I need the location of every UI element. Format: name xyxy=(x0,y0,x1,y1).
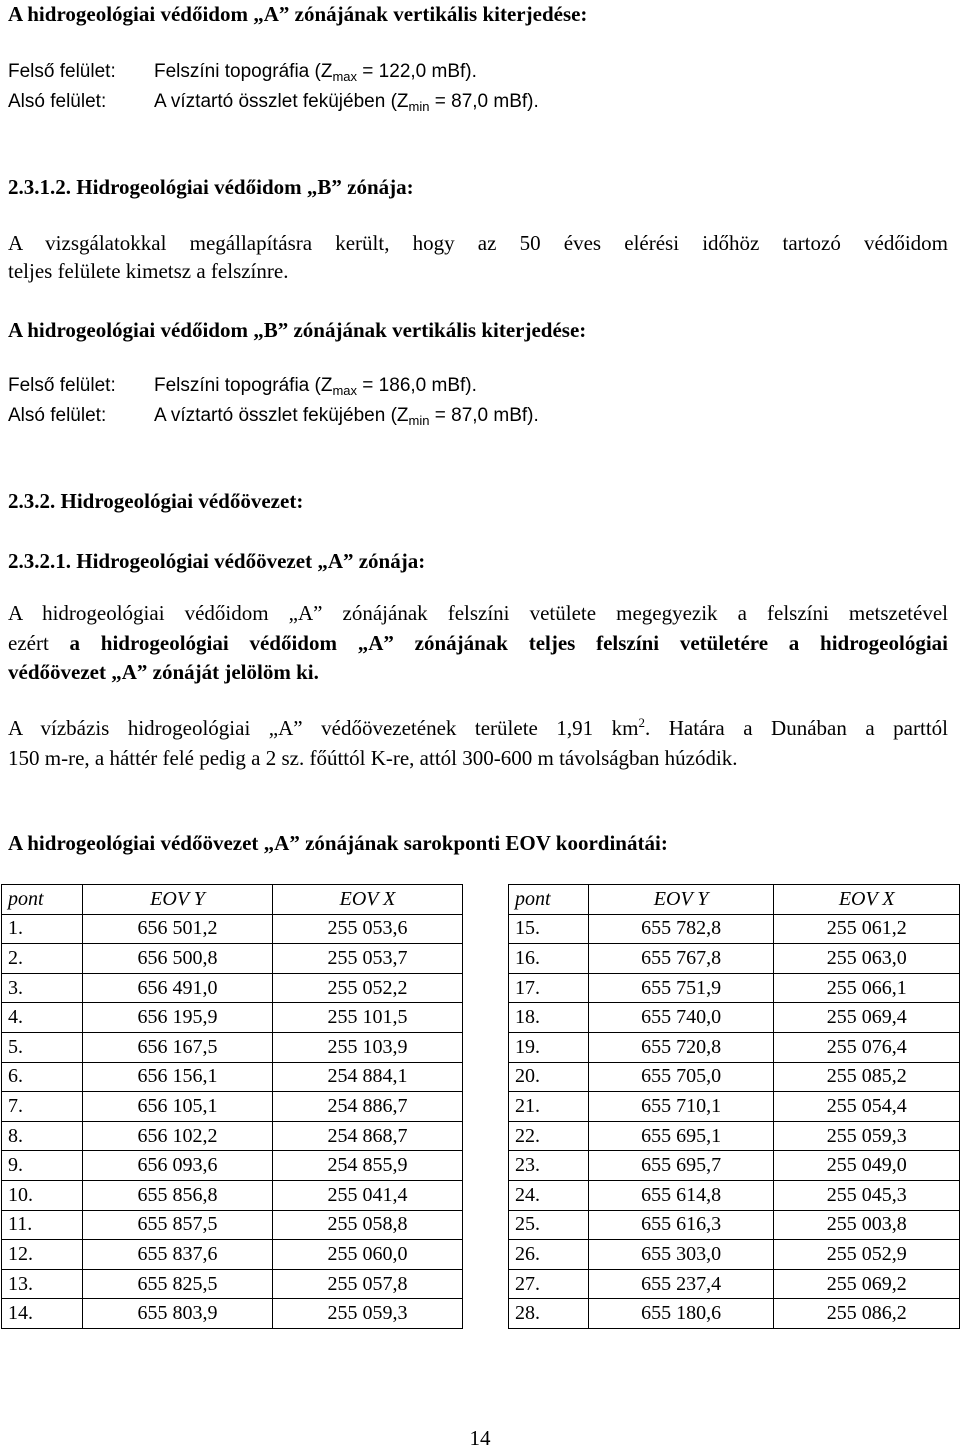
cell-pont: 9. xyxy=(2,1151,83,1181)
table-row xyxy=(2,1240,463,1270)
upper-surface-value: = 186,0 mBf). xyxy=(357,375,477,396)
cell-pont: 18. xyxy=(509,1003,589,1033)
table-row xyxy=(509,1003,960,1033)
cell-eov-y: 655 825,5 xyxy=(83,1269,273,1299)
cell-pont: 8. xyxy=(2,1121,83,1151)
table-row xyxy=(509,1032,960,1062)
zone-b-upper-surface xyxy=(8,374,477,398)
table-row xyxy=(2,973,463,1003)
cell-pont: 27. xyxy=(509,1269,589,1299)
header-eov-y: EOV Y xyxy=(83,885,273,915)
cell-eov-x: 255 059,3 xyxy=(273,1299,463,1329)
upper-surface-value: = 122,0 mBf). xyxy=(357,61,477,82)
lower-surface-value: = 87,0 mBf). xyxy=(429,91,539,112)
cell-eov-x: 255 054,4 xyxy=(774,1092,960,1122)
table-row xyxy=(509,944,960,974)
cell-eov-y: 656 195,9 xyxy=(83,1003,273,1033)
lower-surface-text: A víztartó összlet feküjében (Z xyxy=(154,405,409,426)
cell-pont: 17. xyxy=(509,973,589,1003)
table-header-row xyxy=(2,885,463,915)
km-squared-superscript: 2 xyxy=(638,715,645,730)
coords-heading: A hidrogeológiai védőövezet „A” zónájának sarokponti EOV koordinátái: xyxy=(8,831,668,855)
cell-eov-y: 655 803,9 xyxy=(83,1299,273,1329)
cell-eov-x: 255 061,2 xyxy=(774,914,960,944)
cell-eov-x: 255 052,9 xyxy=(774,1240,960,1270)
cell-eov-y: 655 857,5 xyxy=(83,1210,273,1240)
section-heading-232: 2.3.2. Hidrogeológiai védőövezet: xyxy=(8,489,304,513)
cell-pont: 16. xyxy=(509,944,589,974)
table-row xyxy=(509,1269,960,1299)
upper-surface-text: Felszíni topográfia (Z xyxy=(154,61,333,82)
cell-eov-y: 655 710,1 xyxy=(588,1092,774,1122)
cell-pont: 26. xyxy=(509,1240,589,1270)
cell-eov-x: 255 057,8 xyxy=(273,1269,463,1299)
cell-eov-y: 655 751,9 xyxy=(588,973,774,1003)
coords-table-right xyxy=(508,884,960,1329)
cell-eov-x: 255 059,3 xyxy=(774,1121,960,1151)
coords-table-left xyxy=(1,884,463,1329)
para2-line-1-post: . Határa a Dunában a parttól xyxy=(644,716,948,740)
cell-pont: 15. xyxy=(509,914,589,944)
zone-a-vertical-heading: A hidrogeológiai védőidom „A” zónájának vertikális kiterjedése: xyxy=(8,2,588,26)
table-row xyxy=(509,1299,960,1329)
section-heading-2312 xyxy=(8,175,414,199)
cell-eov-x: 254 868,7 xyxy=(273,1121,463,1151)
cell-pont: 6. xyxy=(2,1062,83,1092)
table-row xyxy=(2,1299,463,1329)
para2-line-2: 150 m-re, a háttér felé pedig a 2 sz. főúttól K-re, attól 300-600 m távolságban húzódik. xyxy=(8,746,738,770)
cell-eov-y: 656 105,1 xyxy=(83,1092,273,1122)
cell-pont: 22. xyxy=(509,1121,589,1151)
header-pont: pont xyxy=(2,885,83,915)
cell-eov-x: 255 052,2 xyxy=(273,973,463,1003)
cell-pont: 20. xyxy=(509,1062,589,1092)
para2-line-1 xyxy=(8,716,948,740)
table-row xyxy=(2,1210,463,1240)
cell-eov-x: 255 069,2 xyxy=(774,1269,960,1299)
header-eov-x: EOV X xyxy=(774,885,960,915)
table-row xyxy=(509,914,960,944)
header-eov-x: EOV X xyxy=(273,885,463,915)
zone-b-vertical-heading: A hidrogeológiai védőidom „B” zónájának vertikális kiterjedése: xyxy=(8,318,587,342)
section-number: 2.3.1.2. xyxy=(8,175,71,199)
cell-eov-x: 255 086,2 xyxy=(774,1299,960,1329)
cell-eov-y: 656 500,8 xyxy=(83,944,273,974)
z-max-subscript: max xyxy=(332,383,358,398)
table-row xyxy=(509,973,960,1003)
cell-eov-y: 655 720,8 xyxy=(588,1032,774,1062)
zone-b-paragraph-line-1: A vizsgálatokkal megállapításra került, hogy az 50 éves elérési időhöz tartozó védőidom xyxy=(8,231,948,255)
cell-eov-x: 255 069,4 xyxy=(774,1003,960,1033)
cell-eov-y: 655 695,1 xyxy=(588,1121,774,1151)
cell-eov-x: 255 049,0 xyxy=(774,1151,960,1181)
cell-eov-x: 255 103,9 xyxy=(273,1032,463,1062)
z-max-subscript: max xyxy=(332,69,358,84)
table-row xyxy=(509,1062,960,1092)
table-row xyxy=(509,1121,960,1151)
cell-eov-x: 255 058,8 xyxy=(273,1210,463,1240)
page-number: 14 xyxy=(469,1426,491,1450)
z-min-subscript: min xyxy=(408,413,430,428)
cell-eov-x: 255 053,6 xyxy=(273,914,463,944)
table-header-row xyxy=(509,885,960,915)
upper-surface-text: Felszíni topográfia (Z xyxy=(154,375,333,396)
cell-pont: 5. xyxy=(2,1032,83,1062)
zone-a-lower-surface xyxy=(8,90,539,114)
cell-eov-y: 655 303,0 xyxy=(588,1240,774,1270)
table-row xyxy=(509,1210,960,1240)
cell-eov-y: 655 695,7 xyxy=(588,1151,774,1181)
cell-pont: 14. xyxy=(2,1299,83,1329)
upper-surface-label: Felső felület: xyxy=(8,61,116,82)
cell-eov-x: 255 076,4 xyxy=(774,1032,960,1062)
cell-eov-x: 255 085,2 xyxy=(774,1062,960,1092)
cell-eov-x: 254 884,1 xyxy=(273,1062,463,1092)
table-row xyxy=(2,1180,463,1210)
zone-b-lower-surface xyxy=(8,404,539,428)
cell-eov-y: 655 837,6 xyxy=(83,1240,273,1270)
para1-line-3: védőövezet „A” zónáját jelölöm ki. xyxy=(8,660,319,684)
cell-eov-x: 254 855,9 xyxy=(273,1151,463,1181)
table-row xyxy=(2,1151,463,1181)
para1-line-2-normal: ezért xyxy=(8,631,70,655)
cell-pont: 24. xyxy=(509,1180,589,1210)
cell-eov-x: 254 886,7 xyxy=(273,1092,463,1122)
cell-pont: 28. xyxy=(509,1299,589,1329)
cell-pont: 13. xyxy=(2,1269,83,1299)
cell-eov-x: 255 045,3 xyxy=(774,1180,960,1210)
cell-pont: 7. xyxy=(2,1092,83,1122)
table-row xyxy=(2,914,463,944)
lower-surface-label: Alsó felület: xyxy=(8,405,107,426)
cell-pont: 12. xyxy=(2,1240,83,1270)
cell-eov-y: 655 782,8 xyxy=(588,914,774,944)
lower-surface-value: = 87,0 mBf). xyxy=(429,405,539,426)
lower-surface-label: Alsó felület: xyxy=(8,91,107,112)
cell-eov-y: 655 856,8 xyxy=(83,1180,273,1210)
cell-eov-x: 255 053,7 xyxy=(273,944,463,974)
cell-pont: 2. xyxy=(2,944,83,974)
cell-eov-y: 656 167,5 xyxy=(83,1032,273,1062)
cell-eov-x: 255 060,0 xyxy=(273,1240,463,1270)
table-row xyxy=(2,944,463,974)
cell-eov-y: 655 705,0 xyxy=(588,1062,774,1092)
para1-line-1: A hidrogeológiai védőidom „A” zónájának felszíni vetülete megegyezik a felszíni metszetével xyxy=(8,601,948,625)
cell-eov-y: 655 180,6 xyxy=(588,1299,774,1329)
header-pont: pont xyxy=(509,885,589,915)
cell-eov-y: 656 491,0 xyxy=(83,973,273,1003)
table-row xyxy=(509,1092,960,1122)
cell-eov-x: 255 066,1 xyxy=(774,973,960,1003)
cell-pont: 23. xyxy=(509,1151,589,1181)
table-row xyxy=(2,1092,463,1122)
header-eov-y: EOV Y xyxy=(588,885,774,915)
cell-eov-y: 655 767,8 xyxy=(588,944,774,974)
table-row xyxy=(509,1151,960,1181)
zone-a-upper-surface xyxy=(8,60,477,84)
table-row xyxy=(2,1032,463,1062)
cell-pont: 11. xyxy=(2,1210,83,1240)
cell-pont: 10. xyxy=(2,1180,83,1210)
table-row xyxy=(509,1180,960,1210)
cell-eov-x: 255 063,0 xyxy=(774,944,960,974)
cell-eov-y: 656 093,6 xyxy=(83,1151,273,1181)
cell-eov-y: 656 501,2 xyxy=(83,914,273,944)
section-heading-2321: 2.3.2.1. Hidrogeológiai védőövezet „A” zónája: xyxy=(8,549,426,573)
table-row xyxy=(2,1121,463,1151)
cell-eov-y: 655 740,0 xyxy=(588,1003,774,1033)
cell-pont: 4. xyxy=(2,1003,83,1033)
para1-line-2 xyxy=(8,631,948,655)
cell-pont: 1. xyxy=(2,914,83,944)
cell-eov-y: 655 237,4 xyxy=(588,1269,774,1299)
cell-eov-y: 656 102,2 xyxy=(83,1121,273,1151)
table-row xyxy=(509,1240,960,1270)
cell-eov-y: 655 614,8 xyxy=(588,1180,774,1210)
para2-line-1-pre: A vízbázis hidrogeológiai „A” védőövezetének területe 1,91 km xyxy=(8,716,639,740)
z-min-subscript: min xyxy=(408,99,430,114)
cell-pont: 25. xyxy=(509,1210,589,1240)
cell-eov-x: 255 101,5 xyxy=(273,1003,463,1033)
table-row xyxy=(2,1269,463,1299)
zone-b-paragraph-line-2: teljes felülete kimetsz a felszínre. xyxy=(8,259,289,283)
cell-eov-y: 656 156,1 xyxy=(83,1062,273,1092)
cell-pont: 3. xyxy=(2,973,83,1003)
cell-pont: 19. xyxy=(509,1032,589,1062)
section-title: Hidrogeológiai védőidom „B” zónája: xyxy=(76,175,414,199)
cell-pont: 21. xyxy=(509,1092,589,1122)
cell-eov-y: 655 616,3 xyxy=(588,1210,774,1240)
upper-surface-label: Felső felület: xyxy=(8,375,116,396)
lower-surface-text: A víztartó összlet feküjében (Z xyxy=(154,91,409,112)
cell-eov-x: 255 003,8 xyxy=(774,1210,960,1240)
table-row xyxy=(2,1003,463,1033)
para1-line-2-bold: a hidrogeológiai védőidom „A” zónájának teljes felszíni vetületére a hidrogeológiai xyxy=(69,631,948,655)
table-row xyxy=(2,1062,463,1092)
cell-eov-x: 255 041,4 xyxy=(273,1180,463,1210)
